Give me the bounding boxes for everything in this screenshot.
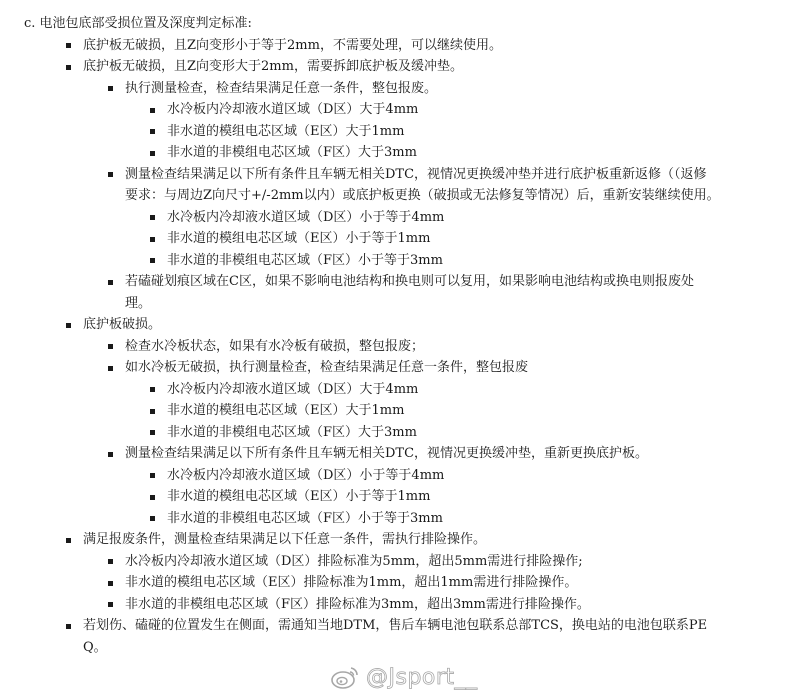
list-item: 若划伤、磕碰的位置发生在侧面，需通知当地DTM，售后车辆电池包联系总部TCS，换电站的电池包联系PE <box>83 618 708 633</box>
list-item: 水冷板内冷却液水道区域（D区）大于4mm <box>167 381 419 397</box>
list-item: 水冷板内冷却液水道区域（D区）小于等于4mm <box>167 467 445 483</box>
list-item: 底护板破损。 <box>83 317 162 332</box>
bullet-marker <box>108 172 113 177</box>
list-item: 非水道的模组电芯区域（E区）小于等于1mm <box>167 489 431 504</box>
list-item: 水冷板内冷却液水道区域（D区）大于4mm <box>167 102 419 117</box>
bullet-marker <box>66 624 71 629</box>
bullet-marker <box>108 559 113 564</box>
bullet-marker <box>66 65 71 70</box>
watermark-text: @Jsport__ <box>366 664 478 690</box>
bullet-marker <box>66 323 71 328</box>
list-item: 非水道的非模组电芯区域（F区）大于3mm <box>167 424 417 440</box>
bullet-marker <box>150 430 155 435</box>
bullet-marker <box>150 473 155 478</box>
list-item: 底护板无破损，且Z向变形大于2mm，需要拆卸底护板及缓冲垫。 <box>83 59 463 74</box>
bullet-marker <box>108 366 113 371</box>
bullet-marker <box>150 495 155 500</box>
bullet-marker <box>108 452 113 457</box>
bullet-marker <box>150 516 155 521</box>
list-item: 测量检查结果满足以下所有条件且车辆无相关DTC，视情况更换缓冲垫，重新更换底护板。 <box>125 446 649 461</box>
watermark <box>330 662 478 692</box>
list-item: 满足报废条件，测量检查结果满足以下任意一条件，需执行排险操作。 <box>83 532 487 547</box>
list-item: 检查水冷板状态，如果有水冷板有破损，整包报废； <box>125 338 425 354</box>
list-item: 非水道的模组电芯区域（E区）小于等于1mm <box>167 231 431 246</box>
list-item: 非水道的模组电芯区域（E区）排险标准为1mm，超出1mm需进行排险操作。 <box>125 575 578 590</box>
list-item: 非水道的模组电芯区域（E区）大于1mm <box>167 123 405 139</box>
bullet-marker <box>150 129 155 134</box>
bullet-marker <box>150 237 155 242</box>
section-heading: c. 电池包底部受损位置及深度判定标准: <box>24 16 252 31</box>
list-item: 执行测量检查，检查结果满足任意一条件，整包报废。 <box>125 80 438 96</box>
list-item: 底护板无破损，且Z向变形小于等于2mm，不需要处理，可以继续使用。 <box>83 37 502 53</box>
list-item: 非水道的非模组电芯区域（F区）小于等于3mm <box>167 510 443 526</box>
list-item: 非水道的非模组电芯区域（F区）小于等于3mm <box>167 252 443 268</box>
bullet-marker <box>150 258 155 263</box>
list-item: 若磕碰划痕区域在C区，如果不影响电池结构和换电则可以复用，如果影响电池结构或换电则报废处 <box>125 274 694 289</box>
bullet-marker <box>108 280 113 285</box>
list-item: 测量检查结果满足以下所有条件且车辆无相关DTC，视情况更换缓冲垫并进行底护板重新返修（（返修 <box>125 166 707 182</box>
bullet-marker <box>150 151 155 156</box>
bullet-marker <box>66 43 71 48</box>
list-item: 非水道的非模组电芯区域（F区）排险标准为3mm，超出3mm需进行排险操作。 <box>125 596 590 612</box>
bullet-marker <box>150 387 155 392</box>
list-item: 非水道的非模组电芯区域（F区）大于3mm <box>167 145 417 160</box>
bullet-marker <box>150 215 155 220</box>
bullet-marker <box>66 538 71 543</box>
list-item-continuation: 理。 <box>125 295 152 311</box>
bullet-marker <box>150 108 155 113</box>
list-item-continuation: 要求：与周边Z向尺寸+/-2mm以内）或底护板更换（破损或无法修复等情况）后，重新安装继续使用。 <box>125 188 720 203</box>
bullet-marker <box>108 602 113 607</box>
list-item: 水冷板内冷却液水道区域（D区）小于等于4mm <box>167 209 445 225</box>
bullet-marker <box>108 86 113 91</box>
bullet-marker <box>108 581 113 586</box>
list-item: 如水冷板无破损，执行测量检查，检查结果满足任意一条件，整包报废 <box>125 360 529 375</box>
list-item-continuation: Q。 <box>83 639 107 655</box>
weibo-logo-icon <box>330 664 360 690</box>
list-item: 水冷板内冷却液水道区域（D区）排险标准为5mm，超出5mm需进行排险操作; <box>125 553 583 569</box>
bullet-marker <box>150 409 155 414</box>
list-item: 非水道的模组电芯区域（E区）大于1mm <box>167 403 405 418</box>
bullet-marker <box>108 344 113 349</box>
